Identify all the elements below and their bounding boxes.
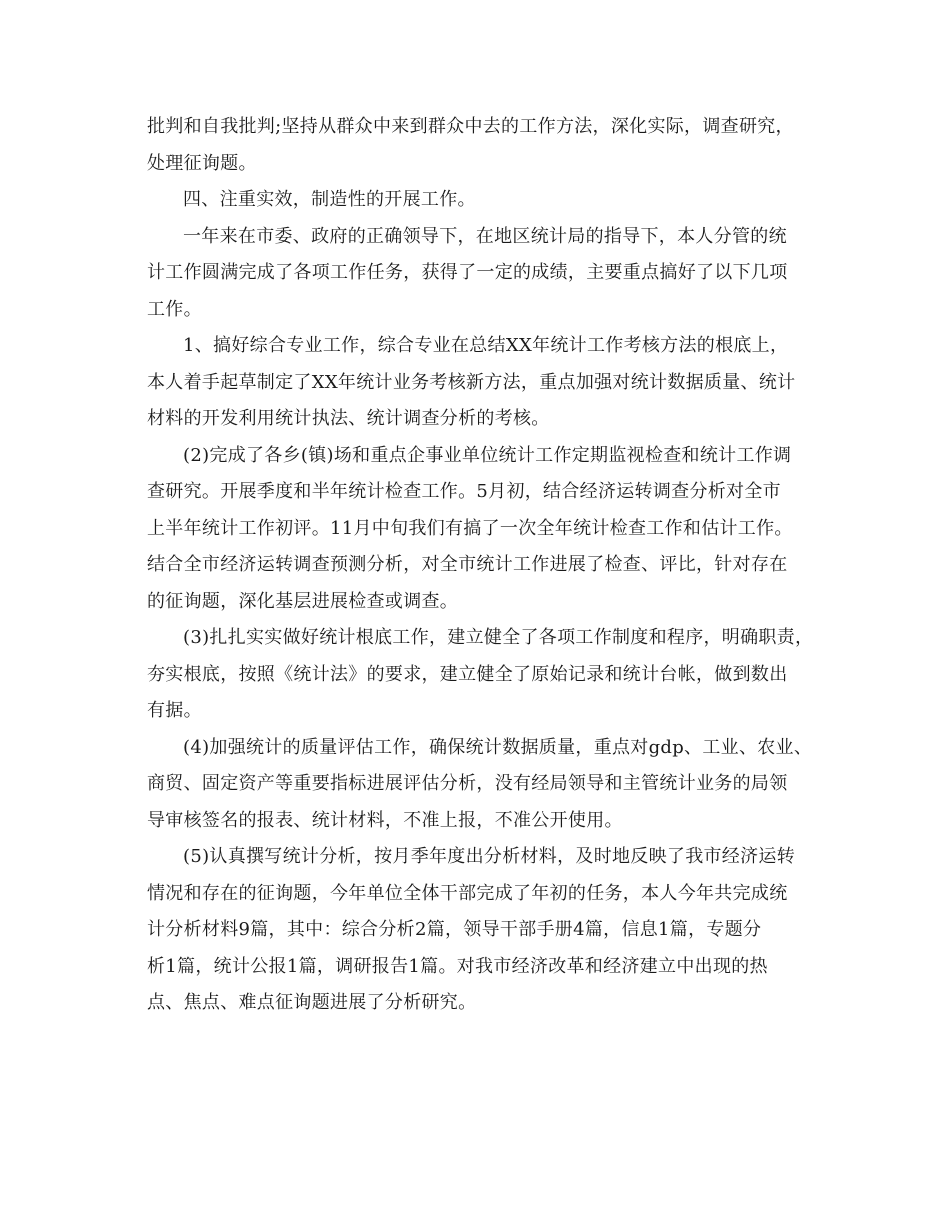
text-line: 1、搞好综合专业工作，综合专业在总结XX年统计工作考核方法的根底上，	[183, 335, 789, 356]
text-line: 材料的开发利用统计执法、统计调查分析的考核。	[147, 408, 550, 429]
text-line: 的征询题，深化基层进展检查或调查。	[147, 590, 459, 612]
text-line: 商贸、固定资产等重要指标进展评估分析，没有经局领导和主管统计业务的局领	[147, 773, 788, 794]
text-line: 析1篇，统计公报1篇，调研报告1篇。对我市经济改革和经济建立中出现的热	[147, 955, 768, 977]
text-line: 有据。	[147, 700, 202, 721]
text-line: 处理征询题。	[147, 152, 257, 174]
text-line: 夯实根底，按照《统计法》的要求，建立健全了原始记录和统计台帐，做到数出	[147, 663, 788, 685]
text-line: 结合全市经济运转调查预测分析，对全市统计工作进展了检查、评比，针对存在	[147, 554, 788, 575]
text-line: 点、焦点、难点征询题进展了分析研究。	[147, 992, 477, 1013]
text-line: 批判和自我批判;坚持从群众中来到群众中去的工作方法，深化实际，调查研究，	[147, 116, 794, 137]
text-line: (2)完成了各乡(镇)场和重点企事业单位统计工作定期监视检查和统计工作调	[183, 444, 792, 466]
text-line: 计工作圆满完成了各项工作任务，获得了一定的成绩，主要重点搞好了以下几项	[147, 262, 788, 283]
document-body	[147, 118, 827, 1031]
text-line: (5)认真撰写统计分析，按月季年度出分析材料，及时地反映了我市经济运转	[183, 846, 795, 867]
text-line: 工作。	[147, 298, 202, 320]
text-line: 上半年统计工作初评。11月中旬我们有搞了一次全年统计检查工作和估计工作。	[147, 517, 793, 539]
text-line: 本人着手起草制定了XX年统计业务考核新方法，重点加强对统计数据质量、统计	[147, 371, 796, 393]
text-line: 计分析材料9篇，其中：综合分析2篇，领导干部手册4篇，信息1篇，专题分	[147, 919, 762, 940]
text-line: 四、注重实效，制造性的开展工作。	[183, 189, 476, 210]
text-line: 情况和存在的征询题，今年单位全体干部完成了年初的任务，本人今年共完成统	[147, 882, 788, 904]
text-line: 一年来在市委、政府的正确领导下，在地区统计局的指导下，本人分管的统	[183, 225, 787, 247]
text-line: (3)扎扎实实做好统计根底工作，建立健全了各项工作制度和程序，明确职责，	[183, 627, 814, 648]
text-line: 导审核签名的报表、统计材料，不准上报，不准公开使用。	[147, 809, 623, 831]
text-line: (4)加强统计的质量评估工作，确保统计数据质量，重点对gdp、工业、农业、	[183, 736, 813, 758]
text-line: 查研究。开展季度和半年统计检查工作。5月初，结合经济运转调查分析对全市	[147, 481, 781, 502]
